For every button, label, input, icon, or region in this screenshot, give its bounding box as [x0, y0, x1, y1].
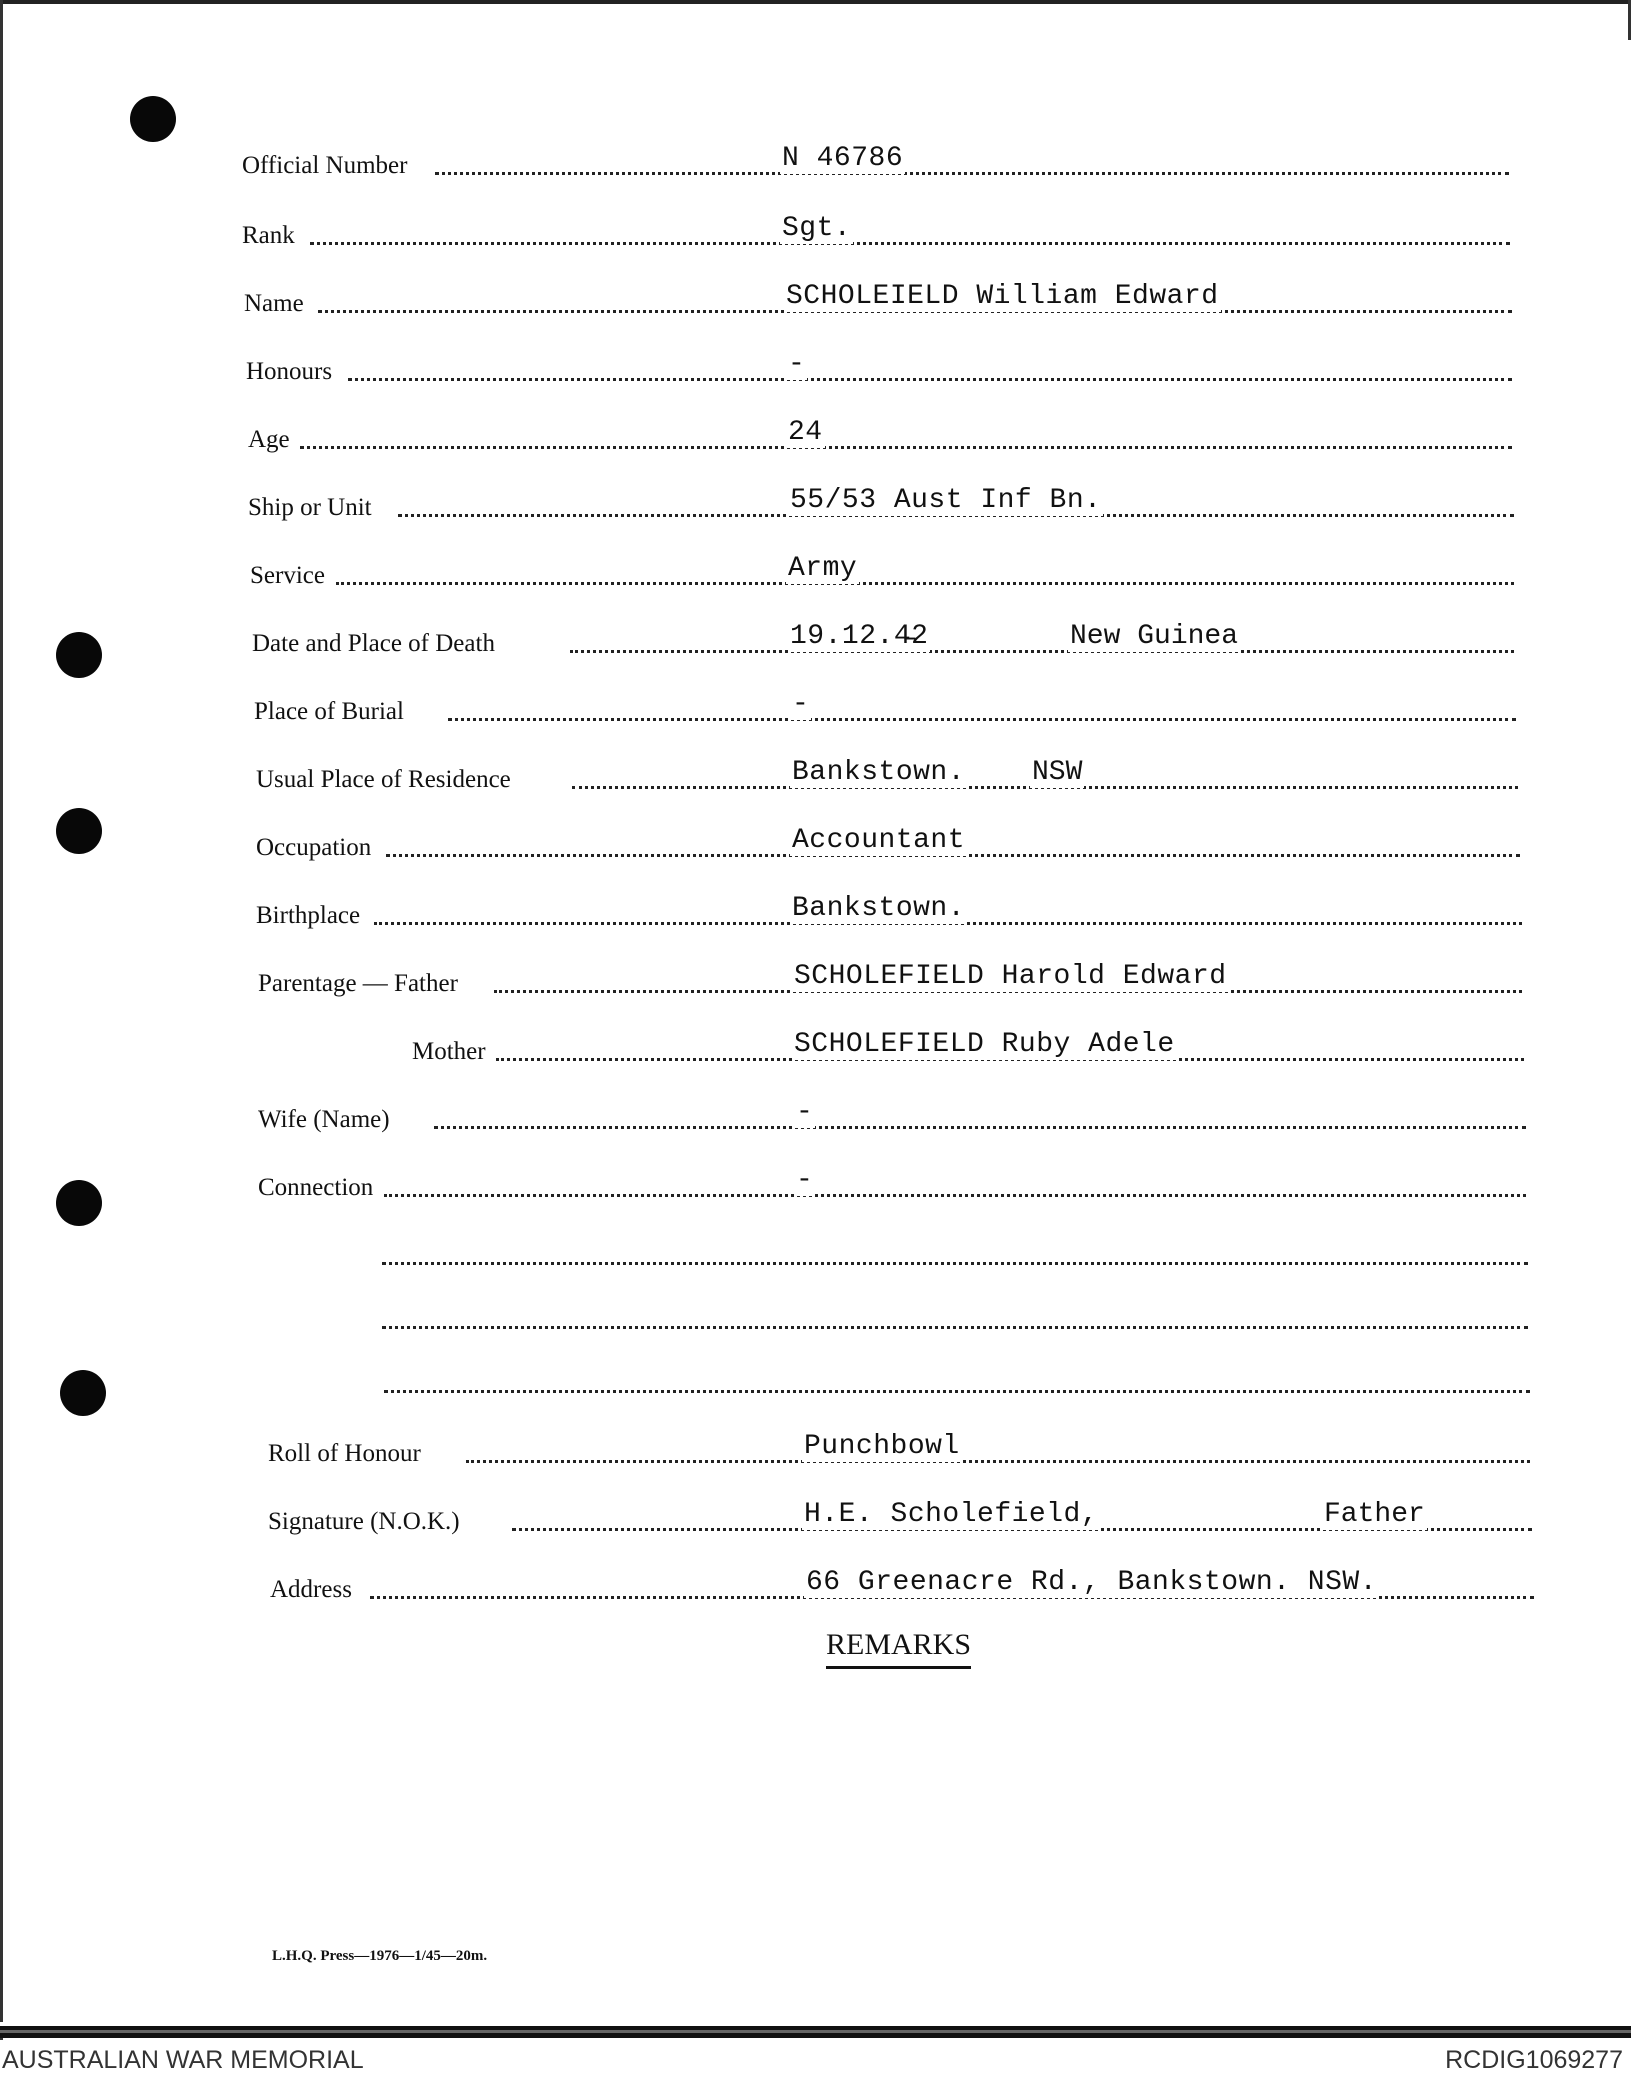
dotted-leader — [382, 1262, 1528, 1265]
field-address — [0, 1564, 1631, 1612]
field-value-secondary: New Guinea — [1070, 621, 1239, 652]
dotted-leader — [435, 172, 1509, 175]
field-label: Age — [248, 426, 290, 453]
field-label: Roll of Honour — [268, 1440, 421, 1467]
field-value: 19.12.4̵2 — [790, 621, 929, 652]
field-honours — [0, 346, 1631, 394]
field-father — [0, 958, 1631, 1006]
field-ship-or-unit — [0, 482, 1631, 530]
field-value: - — [796, 1165, 814, 1196]
dotted-leader — [570, 650, 1514, 653]
field-value: SCHOLEIELD William Edward — [786, 281, 1219, 312]
dotted-leader — [434, 1126, 1526, 1129]
field-label: Birthplace — [256, 902, 361, 929]
field-connection — [0, 1162, 1631, 1210]
field-rank — [0, 210, 1631, 258]
field-label: Name — [244, 290, 304, 317]
dotted-leader — [466, 1460, 1530, 1463]
field-label: Honours — [246, 358, 333, 385]
field-label: Occupation — [256, 834, 372, 861]
field-label: Place of Burial — [254, 698, 404, 725]
dotted-leader — [448, 718, 1516, 721]
dotted-leader — [300, 446, 1512, 449]
blank-line — [0, 1358, 1631, 1406]
dotted-leader — [382, 1326, 1528, 1329]
field-label: Rank — [242, 222, 295, 249]
field-signature-nok — [0, 1496, 1631, 1544]
field-value: N 46786 — [782, 143, 904, 174]
field-label: Parentage — Father — [258, 970, 458, 997]
field-value: Accountant — [792, 825, 966, 856]
field-value: - — [792, 689, 810, 720]
field-value: SCHOLEFIELD Harold Edward — [794, 961, 1227, 992]
field-value: H.E. Scholefield, — [804, 1499, 1099, 1530]
field-value: 55/53 Aust Inf Bn. — [790, 485, 1102, 516]
dotted-leader — [384, 1194, 1526, 1197]
field-usual-residence — [0, 754, 1631, 802]
dotted-leader — [384, 1390, 1530, 1393]
field-value: Sgt. — [782, 213, 852, 244]
field-value: SCHOLEFIELD Ruby Adele — [794, 1029, 1175, 1060]
field-roll-of-honour — [0, 1428, 1631, 1476]
page-edge-top — [0, 0, 1631, 4]
field-label: Wife (Name) — [258, 1106, 390, 1133]
field-label: Usual Place of Residence — [256, 766, 511, 793]
field-label: Signature (N.O.K.) — [268, 1508, 460, 1535]
dotted-leader — [336, 582, 1514, 585]
field-official-number — [0, 140, 1631, 188]
field-value: - — [796, 1097, 814, 1128]
field-value: - — [788, 349, 806, 380]
field-value: 66 Greenacre Rd., Bankstown. NSW. — [806, 1567, 1377, 1598]
field-label: Official Number — [242, 152, 408, 179]
field-label: Address — [270, 1576, 352, 1603]
field-age — [0, 414, 1631, 462]
field-label: Connection — [258, 1174, 374, 1201]
field-value: Army — [788, 553, 858, 584]
field-label: Ship or Unit — [248, 494, 372, 521]
field-occupation — [0, 822, 1631, 870]
field-label: Date and Place of Death — [252, 630, 495, 657]
blank-line — [0, 1294, 1631, 1342]
field-value: Punchbowl — [804, 1431, 960, 1462]
field-value: Bankstown. — [792, 757, 966, 788]
field-service — [0, 550, 1631, 598]
field-label: Mother — [412, 1038, 486, 1065]
field-value-secondary: Father — [1324, 1499, 1425, 1530]
archive-reference: RCDIG1069277 — [1445, 2046, 1623, 2074]
field-place-of-burial — [0, 686, 1631, 734]
field-name — [0, 278, 1631, 326]
field-date-place-of-death — [0, 618, 1631, 666]
field-value: Bankstown. — [792, 893, 966, 924]
dotted-leader — [348, 378, 1512, 381]
punch-hole — [130, 96, 176, 142]
field-value-secondary: NSW — [1032, 757, 1083, 788]
field-birthplace — [0, 890, 1631, 938]
field-label: Service — [250, 562, 325, 589]
remarks-heading: REMARKS — [826, 1628, 971, 1669]
page-bottom-edge — [0, 2022, 1631, 2038]
printer-imprint: L.H.Q. Press—1976—1/45—20m. — [272, 1948, 488, 1964]
field-value: 24 — [788, 417, 823, 448]
dotted-leader — [310, 242, 1510, 245]
field-mother — [0, 1026, 1631, 1074]
blank-line — [0, 1230, 1631, 1278]
archive-name: AUSTRALIAN WAR MEMORIAL — [2, 2046, 364, 2074]
field-wife-name — [0, 1094, 1631, 1142]
